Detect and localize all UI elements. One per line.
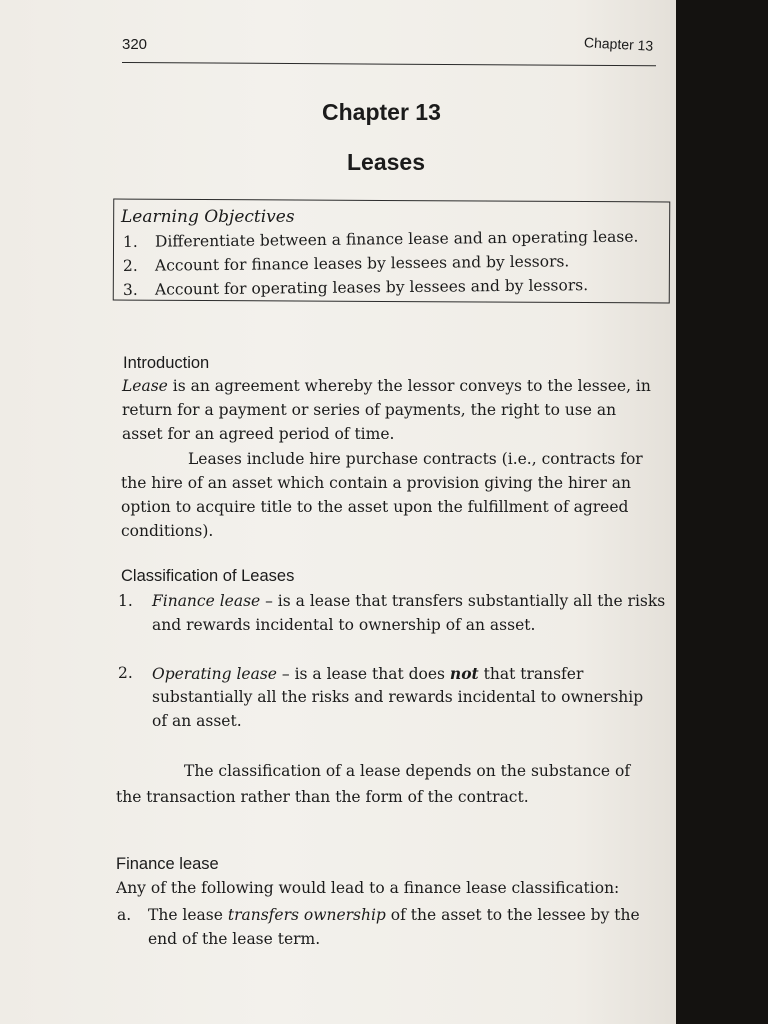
header-rule <box>122 62 656 66</box>
objective-text: Differentiate between a finance lease and an operating lease. <box>154 227 639 251</box>
chapter-title: Leases <box>347 149 426 175</box>
objective-number: 2. <box>122 256 138 275</box>
intro-line: the hire of an asset which contain a provision giving the hirer an <box>121 474 632 492</box>
classification-summary: the transaction rather than the form of the contract. <box>116 788 529 806</box>
learning-objectives-heading: Learning Objectives <box>121 207 295 227</box>
objective-number: 3. <box>122 280 138 299</box>
intro-text: is an agreement whereby the lessor conveys to the lessee, in <box>167 377 651 395</box>
objective-text: Account for finance leases by lessees and by lessors. <box>154 252 570 275</box>
item-number: 2. <box>118 664 133 682</box>
intro-line: conditions). <box>121 522 214 540</box>
item-text: of the asset to the lessee by the <box>385 906 640 924</box>
intro-line: option to acquire title to the asset upon the fulfillment of agreed <box>121 498 629 516</box>
not-emphasis: not <box>449 664 479 683</box>
running-head: Chapter 13 <box>583 34 654 54</box>
item-text: – is a lease that transfers substantially all the risks <box>260 592 666 610</box>
classification-item-2 <box>118 664 584 683</box>
objective-number: 1. <box>122 232 138 251</box>
lease-term: Lease <box>122 377 168 395</box>
item-text: – is a lease that does <box>276 665 450 683</box>
intro-line: Leases include hire purchase contracts (i.e., contracts for <box>188 450 643 468</box>
intro-line <box>122 377 651 395</box>
finance-lease-intro: Any of the following would lead to a finance lease classification: <box>116 879 620 897</box>
classification-heading: Classification of Leases <box>121 567 295 585</box>
finance-lease-item-a <box>117 906 640 924</box>
chapter-number: Chapter 13 <box>322 99 441 125</box>
classification-summary: The classification of a lease depends on the substance of <box>184 762 631 780</box>
objective-item <box>122 227 639 251</box>
transfers-ownership-term: transfers ownership <box>227 906 386 924</box>
item-text: The lease <box>148 906 228 924</box>
objective-text: Account for operating leases by lessees and by lessors. <box>154 276 589 299</box>
classification-line: and rewards incidental to ownership of an asset. <box>152 616 536 634</box>
item-number: 1. <box>118 592 133 610</box>
classification-line: of an asset. <box>152 712 242 730</box>
finance-lease-heading: Finance lease <box>116 855 219 873</box>
operating-lease-term: Operating lease <box>152 665 277 683</box>
objective-item <box>122 276 589 299</box>
item-text: that transfer <box>478 665 584 683</box>
classification-line: substantially all the risks and rewards incidental to ownership <box>152 688 644 706</box>
finance-lease-term: Finance lease <box>152 592 261 610</box>
finance-lease-line: end of the lease term. <box>148 930 321 948</box>
page-edge-shadow <box>676 0 768 1024</box>
intro-line: asset for an agreed period of time. <box>122 425 395 443</box>
intro-line: return for a payment or series of payments, the right to use an <box>122 401 617 419</box>
item-label: a. <box>117 906 132 924</box>
introduction-heading: Introduction <box>123 354 210 372</box>
objective-item <box>122 252 570 275</box>
page-number: 320 <box>122 36 148 53</box>
classification-item-1 <box>118 592 666 610</box>
